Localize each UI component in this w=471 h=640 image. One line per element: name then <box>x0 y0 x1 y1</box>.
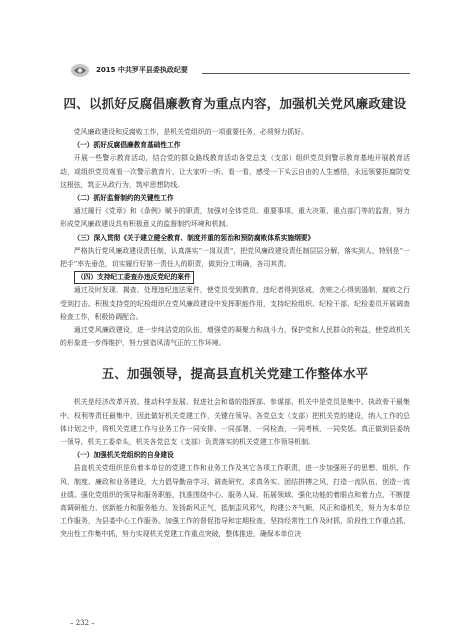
subheading-4: （四）支持纪工委查办违反党纪的案件 <box>74 271 194 284</box>
header-rule <box>202 73 410 74</box>
subheading-5: （一）加强机关党组织的自身建设 <box>73 451 174 460</box>
paragraph: 通过及时发现、揭查、处理违纪违法案件，使党员受到教育，违纪者得到惩戒，贪赃之心得到遏制，腐败之行受到打击。积极支持党的纪检组织在党风廉政建设中发挥职能作用，支持纪检组织、纪检干部、纪检委员开展调查检查工作，积极协调配合。 <box>60 286 410 321</box>
subheading-1: （一）抓好反腐倡廉教育基础性工作 <box>73 141 181 150</box>
page-number: – 232 – <box>70 619 95 627</box>
paragraph: 严格执行党风廉政建设责任制，认真落实“一岗双责”，把党风廉政建设责任制层层分解，落实到人，特别是“一把手”率先垂范，切实履行好第一责任人的职责，做到分工明确，各司其责。 <box>60 246 410 269</box>
subheading-3: （三）深入贯彻《关于建立健全教育、制度并重的惩治和预防腐败体系实施纲要》 <box>73 233 315 242</box>
party-emblem-icon <box>70 63 90 78</box>
header-title: 2015 中共罗平县委执政纪要 <box>96 66 188 74</box>
subheading-4-box <box>60 271 410 284</box>
section-four-title: 四、以抓好反腐倡廉教育为重点内容，加强机关党风廉政建设 <box>63 96 407 111</box>
paragraph: 通过履行《党章》和《条例》赋予的职责，加强对全体党员、重要事项、重大决策、重点部门等的监督，努力形成党风廉政建设具有积极意义的监督制约环境和机制。 <box>60 207 410 229</box>
section-five-title: 五、加强领导，提高县直机关党建工作整体水平 <box>101 366 369 382</box>
subheading-2: （二）抓好监督制约的关键性工作 <box>73 194 174 203</box>
section-four-intro: 党风廉政建设和反腐败工作，是机关党组织的一项重要任务，必须努力抓好。 <box>73 128 309 136</box>
page-header <box>70 63 410 79</box>
paragraph: 机关是经济改革开放、推动科学发展、促进社会和谐的指挥部、参谋部，机关中是党员是集中、执政骨干最集中、权利等责任最集中，因此做好机关党建工作，关键在领导。各党总支（支部）把机关党的建设，纳入工作的总体计划之中，将机关党建工作与业务工作一同安排、一同部署，一同检查，一同考核，一同奖惩。真正做到县委统一领导，机关工委牵头，机关各党总支（支部）负责落实的机关党建工作领导机制。 <box>60 398 410 447</box>
page-body <box>60 94 410 542</box>
paragraph: 通过党风廉政建设，进一步纯洁党的队伍，增强党的凝聚力和战斗力，保护党和人民群众的利益，使党政机关的形象进一步得维护，努力营造风清气正的工作环境。 <box>60 326 410 348</box>
paragraph: 县直机关党组织是负着本单位的党建工作和业务工作及其它各项工作职责，进一步加强班子的思想、组织、作风、制度、廉政和业务建设，大力倡导勤奋学习、调查研究，求真务实、团结拼搏之风，打造一流队伍，创造一流业绩。强化党组织的领导和服务职能，找准围绕中心、服务人局、拓展领域、强化功能的着眼点和着力点，不断提高调研能力、创新能力和服务能力。发扬新风正气，抵制歪风邪气，构建公齐气顺，风正和谐机关，努力为本单位工作服务，为县委中心工作服务。加强工作的督促指导和定期检查，坚持经常性工作及时抓，阶段性工作重点抓，突出性工作集中抓，努力实现机关党建工作重点突破，整体推进，确保本单位决 <box>60 464 410 539</box>
paragraph: 开展一些警示教育活动，结合党的群众路线教育活动各党总支（支部）组织党员到警示教育基地开展教育活动，或组织党员观看一次警示教育片，让大家听一听、看一看，感受一下头云自由的人生感悟，永远领要拒腐防变这根弦，筑正从政行为，筑牢思想防线。 <box>60 154 410 189</box>
